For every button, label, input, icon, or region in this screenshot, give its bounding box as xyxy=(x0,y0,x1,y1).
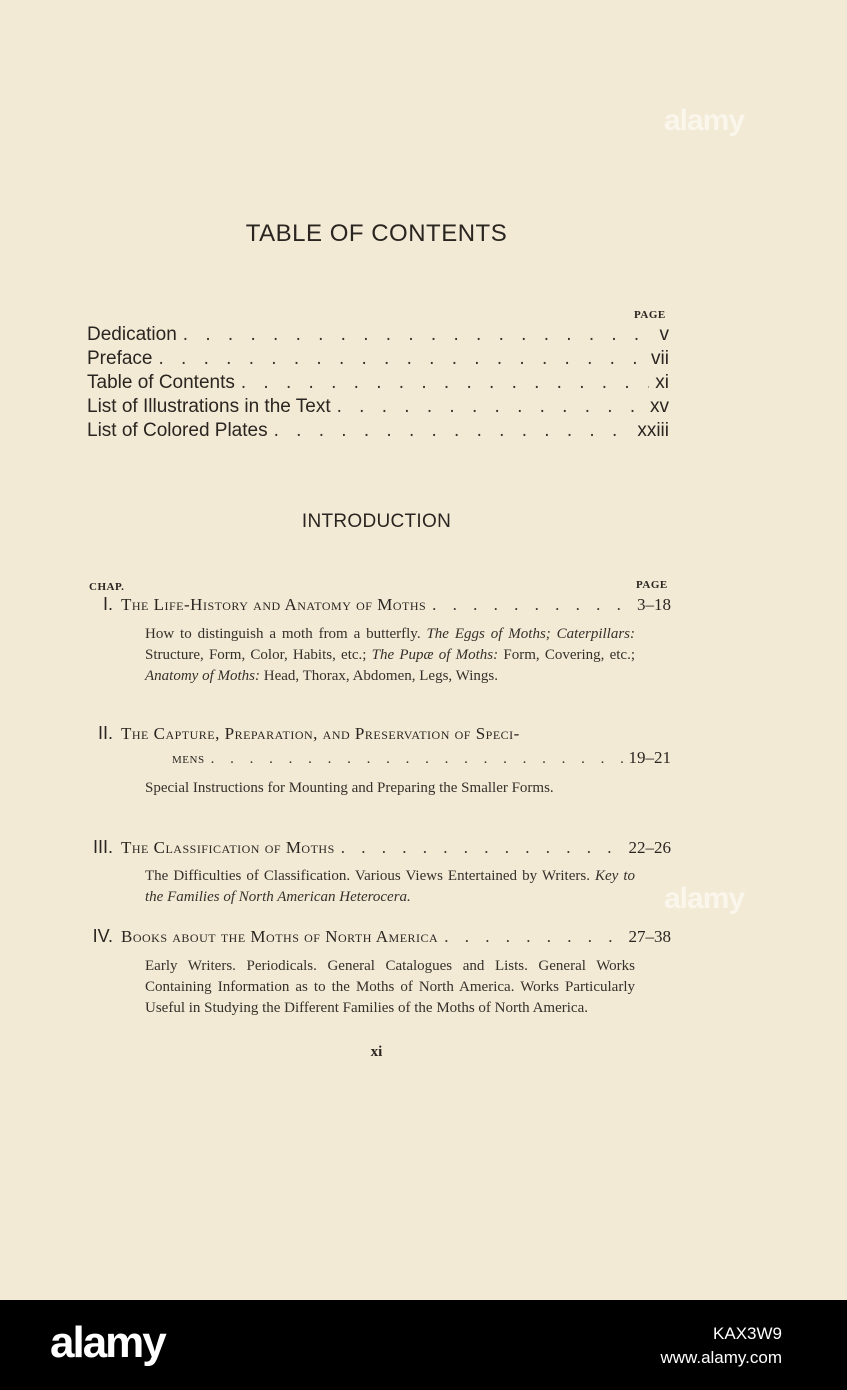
chapter-entry-2-continued[interactable] xyxy=(172,748,671,768)
chapter-entry-2[interactable] xyxy=(73,723,671,744)
leader-dots xyxy=(444,927,622,947)
chapter-entry-1[interactable] xyxy=(73,594,671,615)
stock-footer xyxy=(0,1300,847,1390)
chapter-title: The Life-History and Anatomy of Moths xyxy=(121,595,427,614)
toc-entry-page: v xyxy=(659,324,669,345)
chapter-pages: 19–21 xyxy=(628,748,671,767)
chapter-pages: 3–18 xyxy=(637,595,671,614)
leader-dots xyxy=(183,324,654,346)
toc-entry-colored-plates[interactable] xyxy=(87,420,669,444)
chapter-number: II. xyxy=(97,723,113,743)
chapter-number: I. xyxy=(102,594,113,614)
toc-entry-label: Table of Contents xyxy=(87,372,235,393)
leader-dots xyxy=(274,420,632,442)
toc-entry-page: xi xyxy=(655,372,669,393)
toc-entry-preface[interactable] xyxy=(87,348,669,372)
chapter-description-2: Special Instructions for Mounting and Preparing the Smaller Forms. xyxy=(145,780,554,796)
site-url[interactable]: www.alamy.com xyxy=(660,1348,782,1367)
front-matter-page-label: PAGE xyxy=(634,309,666,321)
leader-dots xyxy=(158,348,645,370)
brand-logo: alamy xyxy=(50,1318,165,1367)
toc-entry-page: xv xyxy=(650,396,669,417)
toc-entry-page: vii xyxy=(651,348,669,369)
intro-page-label: PAGE xyxy=(636,579,668,591)
chapter-title: The Capture, Preparation, and Preservation of Speci- xyxy=(121,724,520,743)
toc-entry-dedication[interactable] xyxy=(87,324,669,348)
toc-entry-page: xxiii xyxy=(637,420,669,441)
leader-dots xyxy=(211,751,623,768)
image-id: KAX3W9 xyxy=(713,1324,782,1343)
section-heading-introduction: INTRODUCTION xyxy=(301,511,452,532)
toc-entry-table-of-contents[interactable] xyxy=(87,372,669,396)
toc-entry-label: List of Colored Plates xyxy=(87,420,268,441)
chapter-title: Books about the Moths of North America xyxy=(121,927,439,946)
watermark: alamy xyxy=(664,104,745,137)
chapter-number: III. xyxy=(92,837,113,857)
toc-entry-illustrations[interactable] xyxy=(87,396,669,420)
leader-dots xyxy=(341,838,623,858)
chapter-pages: 22–26 xyxy=(628,838,671,857)
toc-entry-label: List of Illustrations in the Text xyxy=(87,396,331,417)
page-number: xi xyxy=(370,1044,383,1060)
leader-dots xyxy=(241,372,649,394)
toc-entry-label: Preface xyxy=(87,348,153,369)
chapter-entry-3[interactable] xyxy=(73,837,671,858)
chapter-description-3: The Difficulties of Classification. Various Views Entertained by Writers. Key to the Families of North American Heterocera. xyxy=(145,868,636,905)
chapter-title-continued: mens xyxy=(172,751,205,767)
page-title: TABLE OF CONTENTS xyxy=(245,220,508,247)
leader-dots xyxy=(432,595,631,615)
chap-label: CHAP. xyxy=(89,581,125,593)
chapter-title: The Classification of Moths xyxy=(121,838,335,857)
watermark: alamy xyxy=(664,882,745,915)
leader-dots xyxy=(337,396,644,418)
toc-entry-label: Dedication xyxy=(87,324,177,345)
chapter-entry-4[interactable] xyxy=(73,926,671,947)
chapter-description-1: How to distinguish a moth from a butterfly. The Eggs of Moths; Caterpillars: Structure, Form, Color, Habits, etc.; The Pupæ of Moths: Form, Covering, etc.; Anatomy of Moths: Head, Thorax, Abdomen, Legs, Wings. xyxy=(145,626,636,684)
chapter-description-4: Early Writers. Periodicals. General Catalogues and Lists. General Works Containing Information as to the Moths of North America. Works Particularly Useful in Studying the Different Families of the Moths of North America. xyxy=(145,958,635,1016)
chapter-pages: 27–38 xyxy=(628,927,671,946)
chapter-number: IV. xyxy=(92,926,113,946)
